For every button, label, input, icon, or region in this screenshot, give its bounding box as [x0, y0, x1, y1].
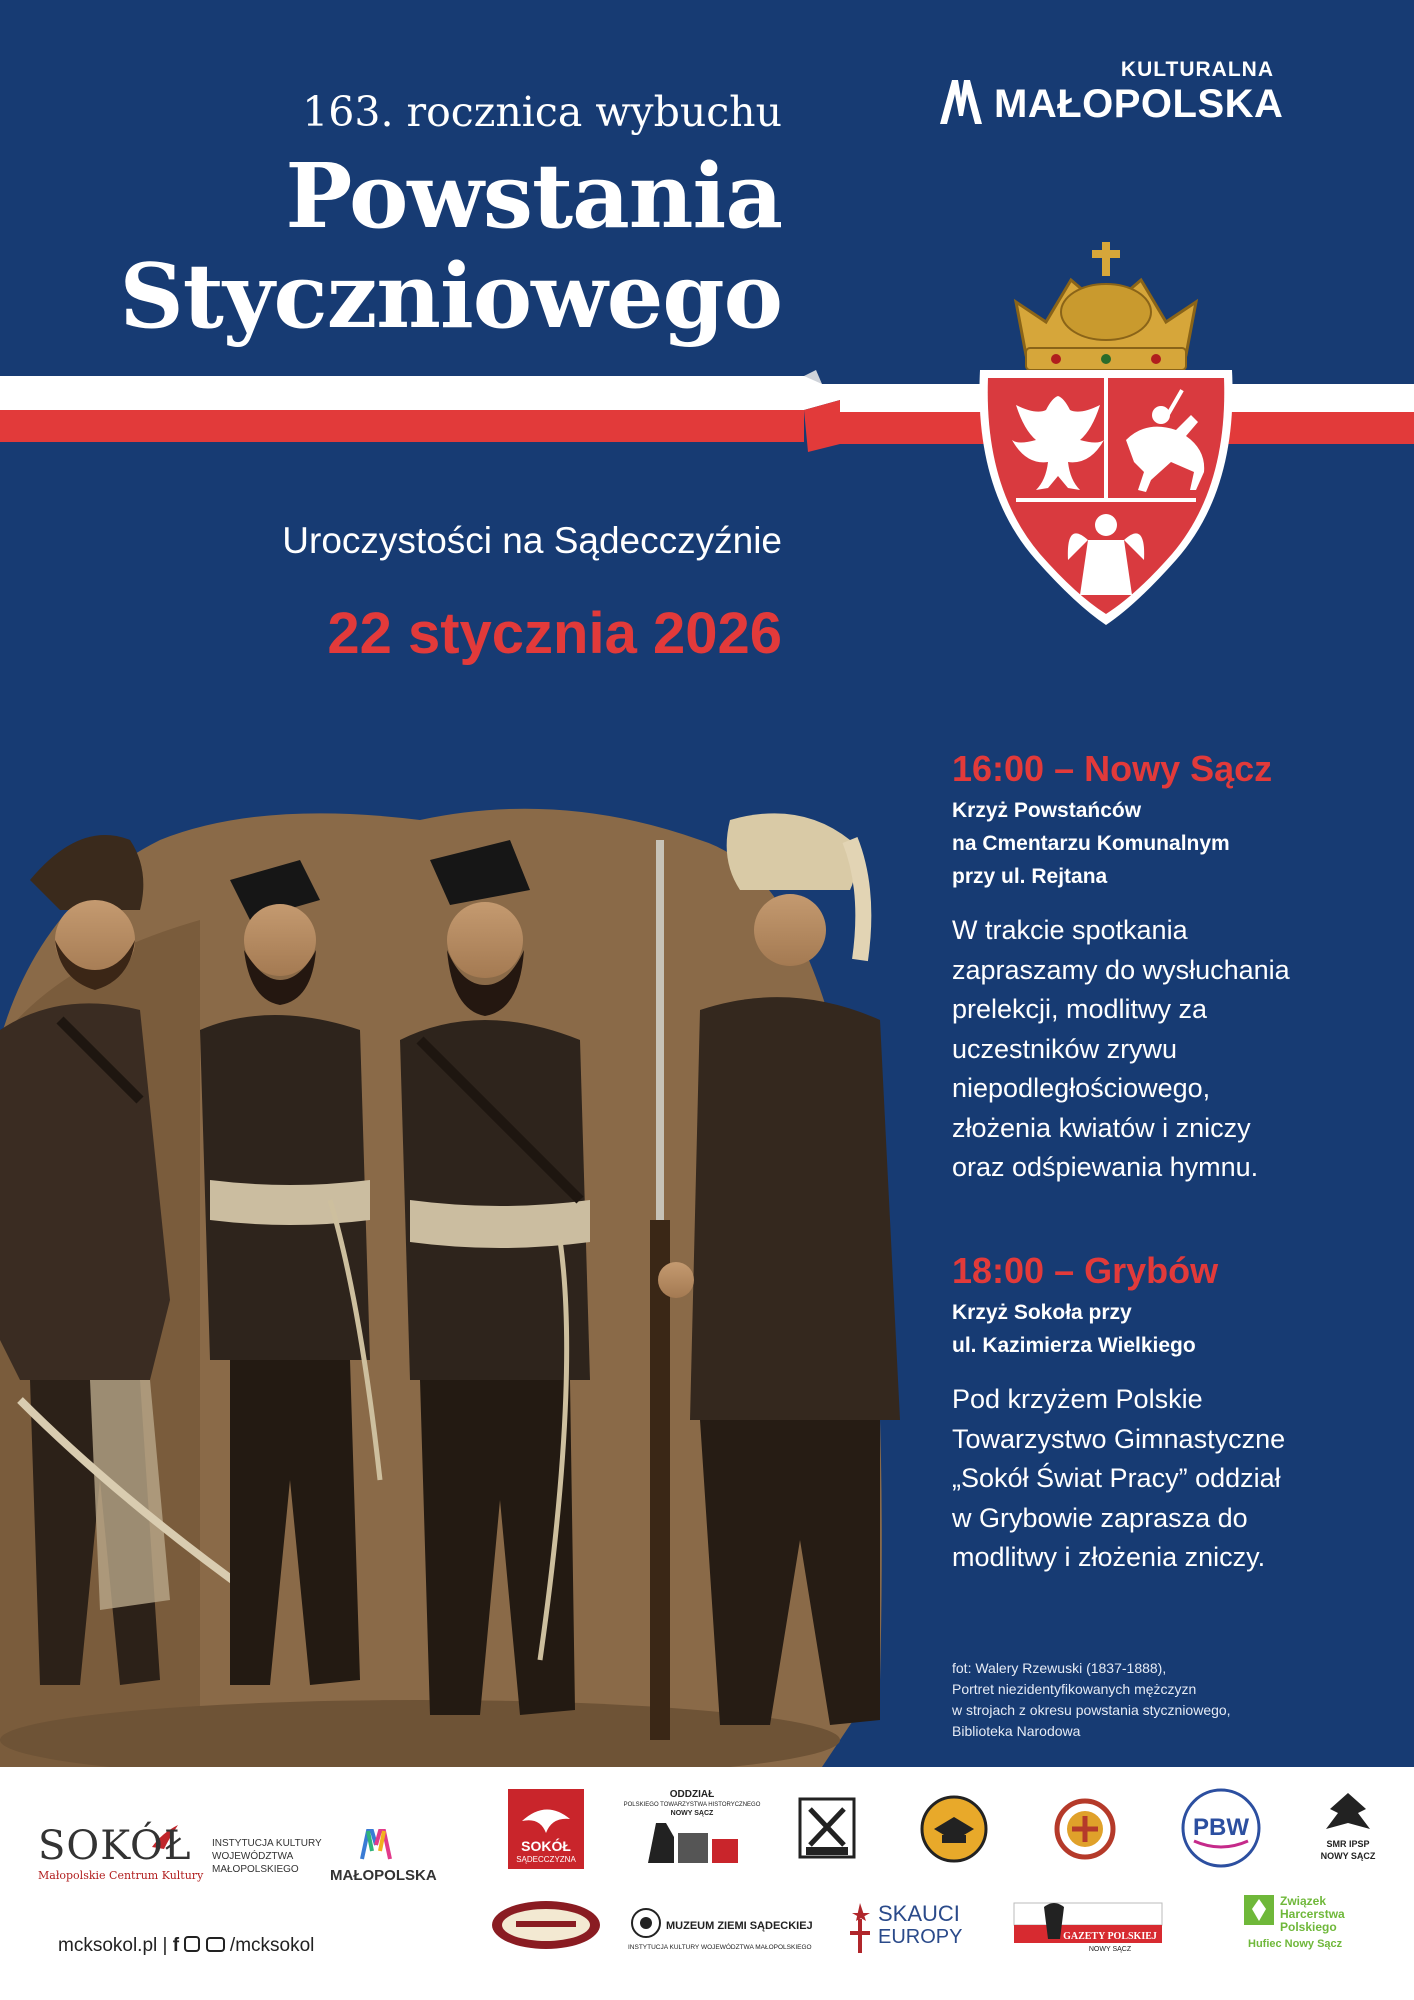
malopolska-label: MAŁOPOLSKA	[330, 1867, 437, 1884]
zhp-line-4: Hufiec Nowy Sącz	[1248, 1938, 1343, 1950]
event-date: 22 stycznia 2026	[327, 601, 782, 666]
credit-line: Portret niezidentyfikowanych mężczyzn	[952, 1681, 1197, 1697]
gazeta-city: NOWY SĄCZ	[1088, 1946, 1132, 1953]
sokol-logo-text: SOKÓŁ	[38, 1823, 192, 1869]
event-1-place	[952, 794, 1382, 893]
instagram-icon[interactable]	[184, 1936, 200, 1952]
credit-line: w strojach z okresu powstania styczniowego,	[952, 1702, 1231, 1718]
ptg-sokol-swiat-pracy-logo	[490, 1899, 602, 1951]
malopolska-m-icon	[938, 76, 984, 126]
event-1-time: 16:00 – Nowy Sącz	[952, 748, 1273, 789]
event-2-desc-line: modlitwy i złożenia zniczy.	[952, 1542, 1266, 1572]
event-1-desc-line: uczestników zrywu	[952, 1033, 1178, 1064]
event-2-desc-line: w Grybowie zaprasza do	[952, 1502, 1248, 1533]
coat-of-arms	[976, 240, 1236, 630]
event-2-desc-line: Towarzystwo Gimnastyczne	[952, 1423, 1286, 1454]
credit-line: fot: Walery Rzewuski (1837-1888),	[952, 1660, 1167, 1676]
poster-subtitle: 163. rocznica wybuchu	[302, 88, 782, 136]
event-1-desc-line: W trakcie spotkania	[952, 915, 1188, 945]
sokol-sadecczyzna-title: SOKÓŁ	[521, 1838, 571, 1854]
event-2-desc-line: „Sokół Świat Pracy” oddział	[952, 1463, 1281, 1493]
event-1-desc-line: prelekcji, modlitwy za	[952, 994, 1208, 1024]
logo-kulturalna: KULTURALNA	[1120, 58, 1274, 81]
zhp-line-2: Harcerstwa	[1280, 1907, 1345, 1921]
footer	[0, 1767, 1414, 2000]
credit-line: Biblioteka Narodowa	[952, 1723, 1081, 1739]
zhp-hufiec-nowy-sacz-logo	[1244, 1891, 1370, 1953]
website-link[interactable]: mcksokol.pl	[58, 1935, 158, 1956]
photo-credit	[952, 1658, 1231, 1742]
sokol-sadecczyzna-logo	[508, 1789, 584, 1869]
pbw-logo	[1180, 1787, 1262, 1869]
event-1-place-line: na Cmentarzu Komunalnym	[952, 832, 1230, 855]
event-1-desc-line: złożenia kwiatów i zniczy	[952, 1112, 1251, 1143]
orion-logo	[920, 1795, 988, 1863]
oddzial-city: NOWY SĄCZ	[670, 1810, 714, 1817]
skauci-europy-logo	[846, 1897, 976, 1961]
event-2-place-line: Krzyż Sokoła przy	[952, 1301, 1132, 1324]
event-2-place	[952, 1296, 1382, 1362]
zandarmeria-logo	[798, 1797, 856, 1859]
zhp-line-3: Polskiego	[1280, 1920, 1337, 1934]
youtube-icon[interactable]	[206, 1937, 225, 1952]
institution-line: MAŁOPOLSKIEGO	[212, 1864, 299, 1875]
smr-ipsp-city: NOWY SĄCZ	[1320, 1851, 1376, 1861]
skauci-title: SKAUCI	[878, 1901, 960, 1926]
event-2-description	[952, 1380, 1382, 1578]
title-line-2: Styczniowego	[119, 243, 782, 348]
gazeta-title: GAZETY POLSKIEJ	[1063, 1931, 1157, 1942]
event-1-description	[952, 911, 1382, 1188]
samochodowka-logo	[1048, 1785, 1122, 1871]
social-handle[interactable]: /mcksokol	[229, 1935, 315, 1956]
separator: |	[162, 1935, 173, 1956]
gazeta-polska-logo	[1014, 1899, 1162, 1951]
event-2-time: 18:00 – Grybów	[952, 1250, 1219, 1291]
event-1-place-line: przy ul. Rejtana	[952, 865, 1108, 888]
website-and-social	[58, 1935, 314, 1957]
poster-title	[119, 143, 782, 348]
event-1-desc-line: zapraszamy do wysłuchania	[952, 954, 1290, 985]
event-nowy-sacz	[952, 748, 1382, 1188]
event-grybow	[952, 1250, 1382, 1578]
sokol-sadecczyzna-sub: SĄDECCZYZNA	[516, 1855, 576, 1864]
institution-text	[212, 1837, 322, 1876]
facebook-icon[interactable]: f	[172, 1935, 180, 1956]
event-1-place-line: Krzyż Powstańców	[952, 799, 1142, 822]
pbw-text: PBW	[1193, 1814, 1249, 1841]
institution-line: INSTYTUCJA KULTURY	[212, 1838, 322, 1849]
zhp-line-1: Związek	[1280, 1894, 1327, 1908]
smr-ipsp-title: SMR IPSP	[1326, 1839, 1370, 1849]
historical-photo	[0, 780, 920, 1770]
institution-line: WOJEWÓDZTWA	[212, 1851, 294, 1862]
event-1-desc-line: niepodległościowego,	[952, 1073, 1211, 1103]
sokol-logo-subtitle: Małopolskie Centrum Kultury	[38, 1869, 204, 1882]
kulturalna-malopolska-logo	[938, 58, 1284, 128]
oddzial-sub: POLSKIEGO TOWARZYSTWA HISTORYCZNEGO	[623, 1802, 761, 1808]
event-1-desc-line: oraz odśpiewania hymnu.	[952, 1152, 1259, 1182]
smr-ipsp-logo	[1318, 1789, 1378, 1869]
muzeum-title: MUZEUM ZIEMI SĄDECKIEJ	[666, 1920, 813, 1932]
skauci-sub: EUROPY	[878, 1926, 963, 1948]
muzeum-ziemi-sadeckiej-logo	[628, 1905, 813, 1953]
event-2-place-line: ul. Kazimierza Wielkiego	[952, 1334, 1196, 1357]
title-line-1: Powstania	[285, 143, 782, 248]
logo-malopolska: MAŁOPOLSKA	[994, 82, 1284, 126]
malopolska-color-icon	[360, 1829, 392, 1861]
lead-text: Uroczystości na Sądecczyźnie	[282, 520, 782, 561]
pth-nowy-sacz-logo	[623, 1787, 761, 1869]
muzeum-sub: INSTYTUCJA KULTURY WOJEWÓDZTWA MAŁOPOLSKIEGO	[628, 1944, 812, 1951]
oddzial-title: ODDZIAŁ	[669, 1789, 715, 1800]
event-2-desc-line: Pod krzyżem Polskie	[952, 1384, 1203, 1414]
